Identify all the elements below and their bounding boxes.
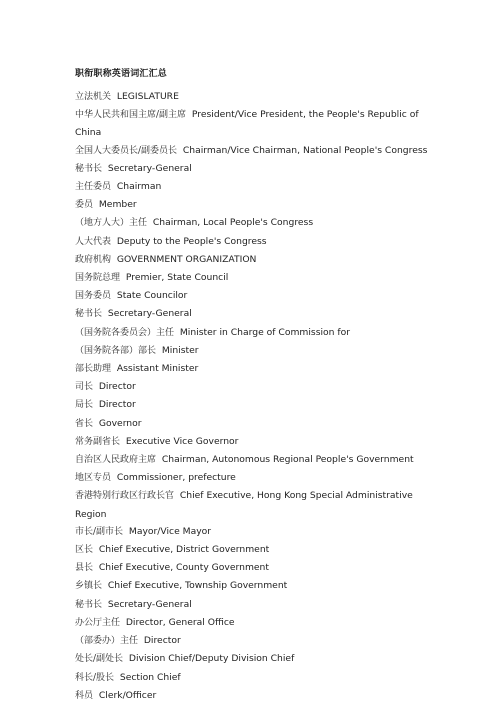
entry-chinese-term: 常务副省长 [75, 436, 121, 447]
entry-chinese-term: 区长 [75, 545, 94, 556]
entry-english-term: Member [98, 199, 137, 211]
glossary-entry [75, 251, 435, 269]
entry-chinese-term: 香港特别行政区行政长官 [75, 491, 175, 502]
entry-english-term: Mayor/Vice Mayor [128, 525, 212, 537]
entry-chinese-term: 国务委员 [75, 291, 112, 302]
entry-english-term: Director [98, 381, 136, 393]
entry-english-term: Secretary-General [107, 308, 192, 320]
entry-english-term: Secretary-General [107, 598, 192, 610]
entry-chinese-term: 自治区人民政府主席 [75, 455, 157, 466]
glossary-entry [75, 632, 435, 650]
entry-chinese-term: 市长/副市长 [75, 526, 124, 537]
entry-chinese-term: 政府机构 [75, 254, 112, 265]
entry-english-term: GOVERNMENT ORGANIZATION [116, 253, 257, 265]
entry-chinese-term: 局长 [75, 400, 94, 411]
entry-english-term: Minister in Charge of Commission for [179, 326, 351, 338]
glossary-entry [75, 196, 435, 214]
entry-english-term: Premier, State Council [125, 272, 229, 284]
glossary-entry [75, 287, 435, 305]
glossary-entry [75, 88, 435, 106]
entry-english-term: Chairman [116, 181, 162, 193]
glossary-entry [75, 577, 435, 595]
glossary-entry [75, 559, 435, 577]
glossary-entry [75, 469, 435, 487]
glossary-entry [75, 142, 435, 160]
entry-chinese-term: 秘书长 [75, 599, 103, 610]
glossary-entry [75, 106, 435, 141]
entry-chinese-term: 县长 [75, 563, 94, 574]
entry-chinese-term: 全国人大委员长/副委员长 [75, 145, 178, 156]
entry-chinese-term: 办公厅主任 [75, 617, 121, 628]
entry-english-term: Commissioner, prefecture [116, 472, 236, 484]
entry-chinese-term: 处长/副处长 [75, 654, 124, 665]
glossary-entry [75, 614, 435, 632]
glossary-entry [75, 378, 435, 396]
entry-english-term: Section Chief [119, 671, 181, 683]
entry-english-term: Director [98, 399, 136, 411]
entry-chinese-term: 省长 [75, 418, 94, 429]
entry-english-term: Secretary-General [107, 162, 192, 174]
entry-chinese-term: 秘书长 [75, 163, 103, 174]
entry-english-term: President/Vice President, the People's Republic of China [75, 109, 419, 139]
glossary-entry [75, 415, 435, 433]
document-title: 职衔职称英语词汇汇总 [75, 69, 168, 79]
entry-english-term: Chief Executive, Hong Kong Special Administrative Region [75, 490, 413, 520]
glossary-entry [75, 523, 435, 541]
entry-chinese-term: 地区专员 [75, 473, 112, 484]
entry-chinese-term: 立法机关 [75, 92, 112, 102]
glossary-entry [75, 160, 435, 178]
glossary-entry [75, 433, 435, 451]
glossary-entry [75, 541, 435, 559]
entry-english-term: Chairman, Autonomous Regional People's Government [161, 454, 414, 466]
entry-english-term: Chairman, Local People's Congress [152, 217, 314, 229]
glossary-list [75, 88, 435, 705]
entry-chinese-term: 部长助理 [75, 364, 112, 375]
glossary-entry [75, 324, 435, 342]
glossary-entry [75, 178, 435, 196]
glossary-entry [75, 360, 435, 378]
entry-english-term: Minister [161, 344, 199, 356]
glossary-entry [75, 396, 435, 414]
entry-english-term: Director, General Office [125, 616, 235, 628]
entry-chinese-term: 科长/股长 [75, 672, 115, 683]
glossary-entry [75, 305, 435, 323]
glossary-entry [75, 269, 435, 287]
entry-chinese-term: （国务院各委员会）主任 [75, 327, 175, 338]
entry-chinese-term: 人大代表 [75, 236, 112, 247]
entry-english-term: Assistant Minister [116, 363, 199, 375]
glossary-entry [75, 687, 435, 705]
entry-chinese-term: （国务院各部）部长 [75, 345, 157, 356]
entry-english-term: Executive Vice Governor [125, 435, 239, 447]
entry-chinese-term: 中华人民共和国主席/副主席 [75, 110, 187, 121]
entry-english-term: Chief Executive, District Government [98, 544, 270, 556]
entry-english-term: Chief Executive, Township Government [107, 580, 288, 592]
entry-english-term: Chairman/Vice Chairman, National People's Congress [182, 144, 428, 156]
entry-english-term: LEGISLATURE [116, 91, 179, 102]
glossary-entry [75, 596, 435, 614]
glossary-entry [75, 650, 435, 668]
glossary-entry [75, 233, 435, 251]
entry-english-term: Chief Executive, County Government [98, 562, 269, 574]
entry-english-term: Division Chief/Deputy Division Chief [128, 653, 295, 665]
entry-chinese-term: 国务院总理 [75, 273, 121, 284]
entry-chinese-term: 司长 [75, 382, 94, 393]
glossary-entry [75, 451, 435, 469]
entry-chinese-term: 秘书长 [75, 309, 103, 320]
entry-english-term: Director [143, 635, 181, 647]
glossary-entry [75, 214, 435, 232]
entry-chinese-term: （部委办）主任 [75, 636, 139, 647]
entry-chinese-term: 科员 [75, 690, 94, 701]
entry-english-term: Deputy to the People's Congress [116, 235, 267, 247]
entry-chinese-term: 委员 [75, 200, 94, 211]
entry-english-term: State Councilor [116, 290, 188, 302]
entry-chinese-term: （地方人大）主任 [75, 218, 148, 229]
glossary-entry [75, 342, 435, 360]
entry-chinese-term: 乡镇长 [75, 581, 103, 592]
glossary-entry [75, 669, 435, 687]
entry-english-term: Clerk/Officer [98, 689, 157, 701]
entry-english-term: Governor [98, 417, 142, 429]
entry-chinese-term: 主任委员 [75, 182, 112, 193]
glossary-entry [75, 487, 435, 522]
